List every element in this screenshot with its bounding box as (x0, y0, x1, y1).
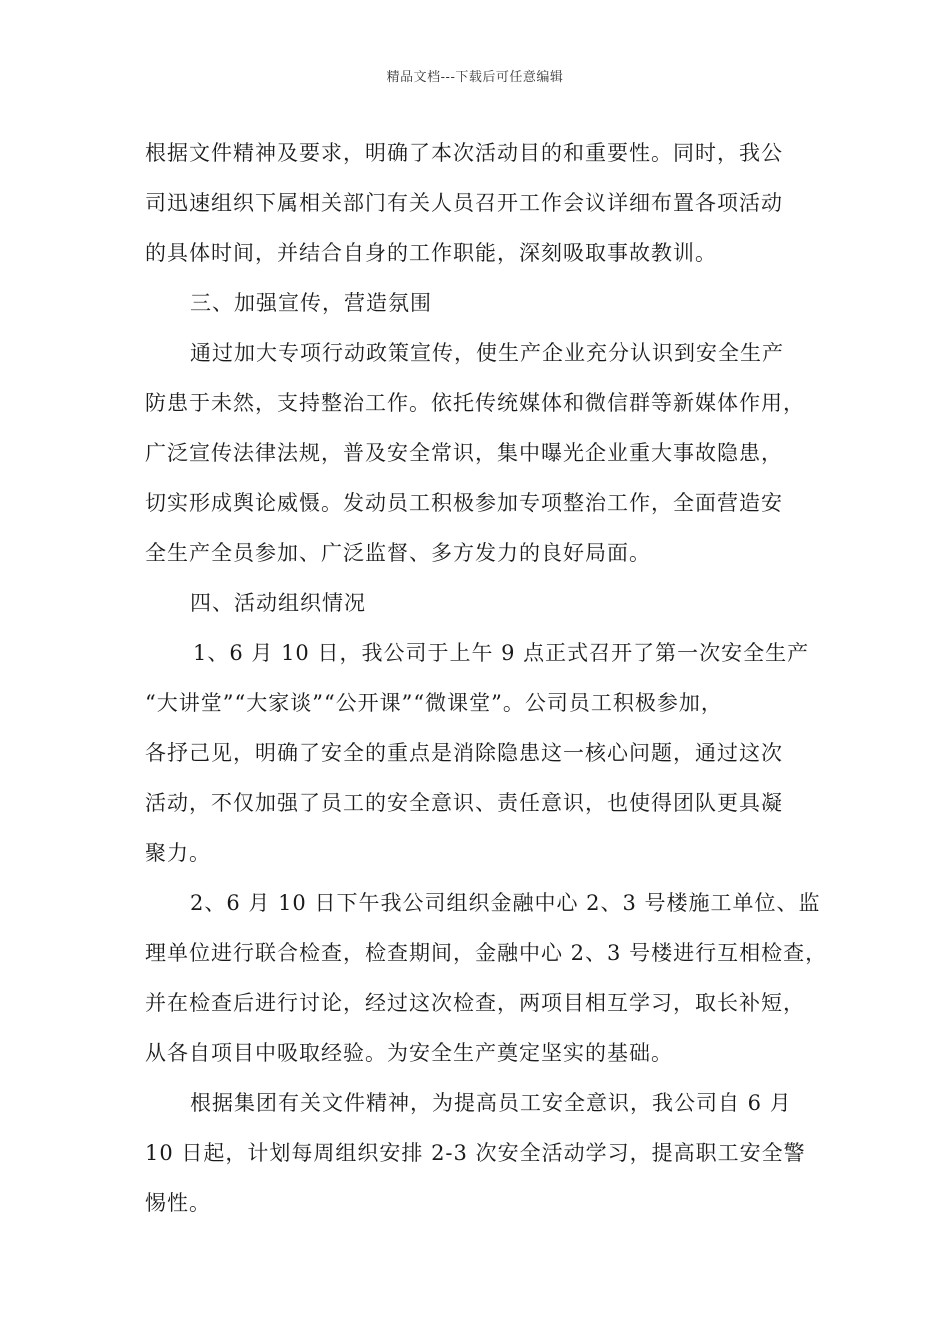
paragraph-line: 根据文件精神及要求，明确了本次活动目的和重要性。同时，我公 (145, 141, 783, 165)
paragraph-line: 2、6 月 10 日下午我公司组织金融中心 2、3 号楼施工单位、监 (190, 891, 821, 915)
paragraph-line: “大讲堂”“大家谈”“公开课”“微课堂”。公司员工积极参加， (145, 691, 723, 715)
paragraph-line: 全生产全员参加、广泛监督、多方发力的良好局面。 (145, 541, 651, 565)
paragraph-line: 广泛宣传法律法规，普及安全常识，集中曝光企业重大事故隐患， (145, 441, 783, 465)
paragraph-line: 司迅速组织下属相关部门有关人员召开工作会议详细布置各项活动 (145, 191, 783, 215)
paragraph-line: 通过加大专项行动政策宣传，使生产企业充分认识到安全生产 (190, 341, 784, 365)
paragraph-line: 聚力。 (145, 841, 211, 865)
paragraph-line: 并在检查后进行讨论，经过这次检查，两项目相互学习，取长补短， (145, 991, 805, 1015)
paragraph-line: 1、6 月 10 日，我公司于上午 9 点正式召开了第一次安全生产 (193, 641, 810, 665)
paragraph-line: 从各自项目中吸取经验。为安全生产奠定坚实的基础。 (145, 1041, 673, 1065)
paragraph-line: 惕性。 (145, 1191, 211, 1215)
section-heading-4: 四、活动组织情况 (190, 591, 366, 615)
paragraph-line: 防患于未然，支持整治工作。依托传统媒体和微信群等新媒体作用， (145, 391, 805, 415)
document-body (145, 128, 828, 1228)
section-heading-3: 三、加强宣传，营造氛围 (190, 291, 432, 315)
paragraph-line: 的具体时间，并结合自身的工作职能，深刻吸取事故教训。 (145, 241, 717, 265)
paragraph-line: 活动，不仅加强了员工的安全意识、责任意识，也使得团队更具凝 (145, 791, 783, 815)
paragraph-line: 10 日起，计划每周组织安排 2-3 次安全活动学习，提高职工安全警 (145, 1141, 806, 1165)
paragraph-line: 根据集团有关文件精神，为提高员工安全意识，我公司自 6 月 (190, 1091, 792, 1115)
paragraph-line: 切实形成舆论威慑。发动员工积极参加专项整治工作，全面营造安 (145, 491, 783, 515)
paragraph-line: 理单位进行联合检查，检查期间，金融中心 2、3 号楼进行互相检查， (145, 941, 828, 965)
page-header: 精品文档---下载后可任意编辑 (386, 70, 564, 85)
paragraph-line: 各抒己见，明确了安全的重点是消除隐患这一核心问题，通过这次 (145, 741, 783, 765)
